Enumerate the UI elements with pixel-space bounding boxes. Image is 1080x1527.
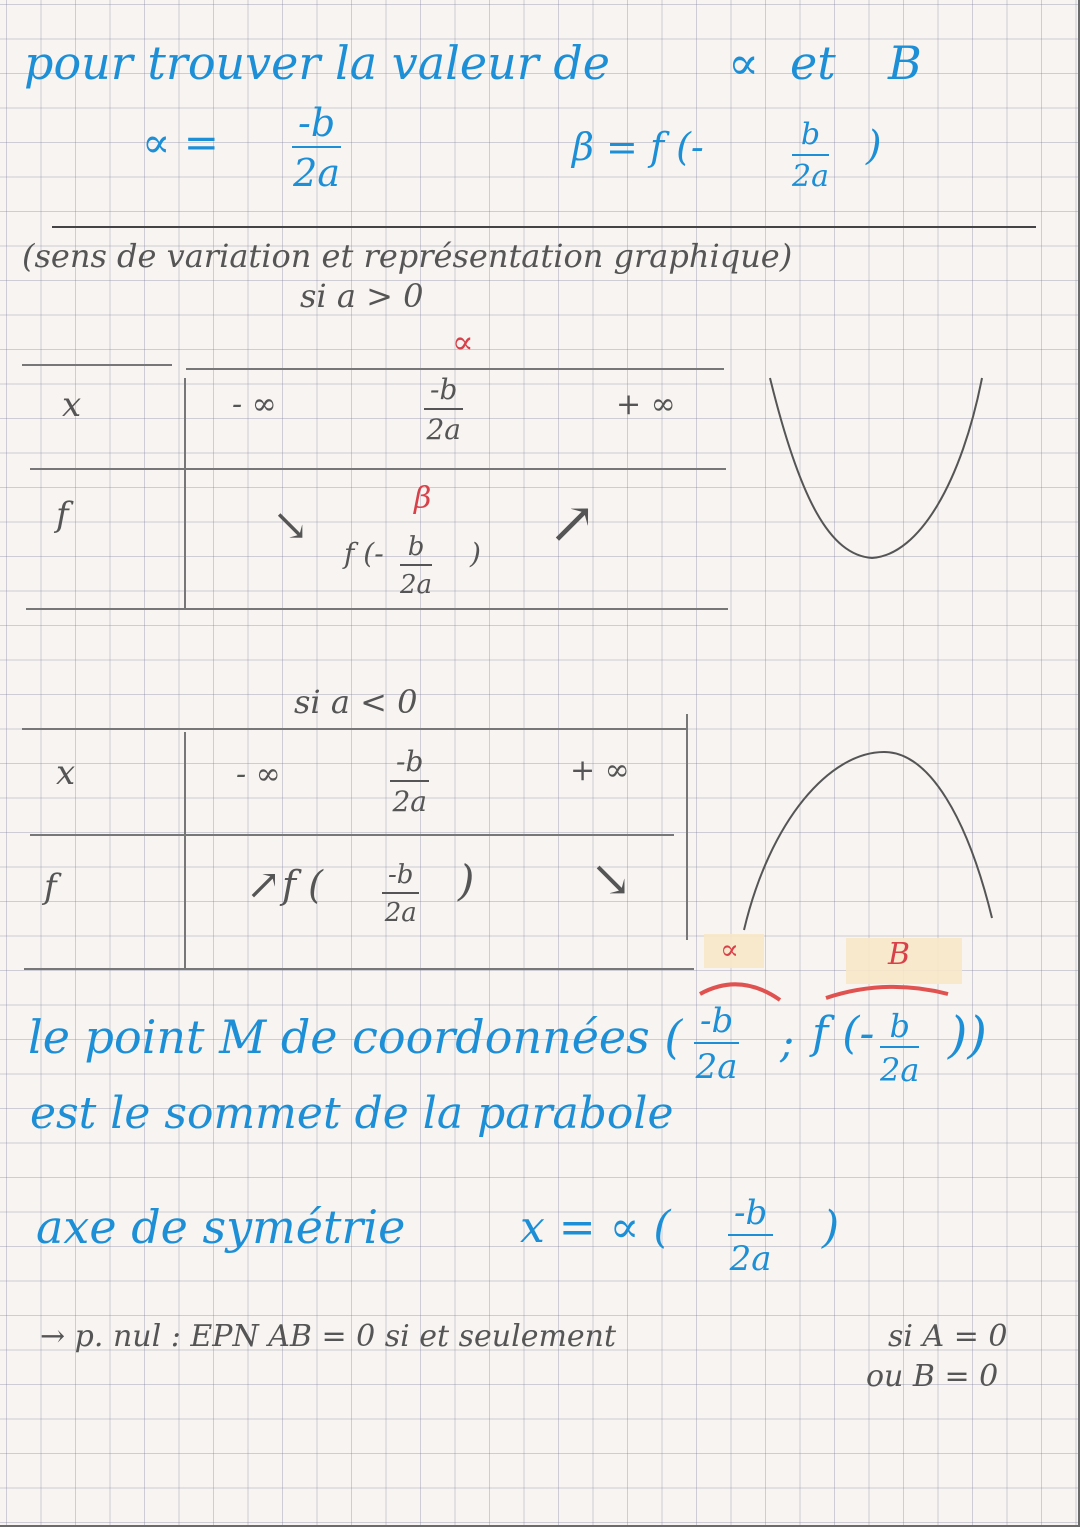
axis-close: ) <box>822 1202 840 1253</box>
table2-value-denominator: 2a <box>384 898 417 928</box>
axis-label: axe de symétrie <box>36 1200 406 1254</box>
beta-formula-close: ) <box>866 123 882 169</box>
alpha-formula-lhs: ∝ = <box>142 118 219 167</box>
table2-value-pre: f ( <box>282 863 323 907</box>
footer-condition-2: ou B = 0 <box>866 1359 999 1394</box>
table2-plus-infinity: + ∞ <box>570 753 630 788</box>
footer-note: → p. nul : EPN AB = 0 si et seulement <box>40 1319 617 1354</box>
table1-value-close: ) <box>470 537 481 570</box>
table1-row-x-label: x <box>62 385 82 425</box>
section-title: (sens de variation et représentation graphique) <box>22 237 793 275</box>
vertex-x-fraction <box>694 1001 739 1087</box>
header-intro: pour trouver la valeur de <box>24 36 611 90</box>
table2-arrow-down: ↘ <box>590 850 632 908</box>
header-and: et <box>790 36 836 90</box>
parabola-down-sketch <box>744 752 992 930</box>
table2-minus-infinity: - ∞ <box>236 757 281 792</box>
axis-denominator: 2a <box>729 1239 772 1279</box>
footer-condition-1: si A = 0 <box>888 1319 1008 1354</box>
table1-value-pre: f (- <box>344 537 384 570</box>
alpha-red-arc <box>700 984 780 1000</box>
table1-row-f-label: f <box>56 495 69 535</box>
alpha-numerator: -b <box>298 101 336 145</box>
axis-equation-pre: x = ∝ ( <box>520 1202 671 1253</box>
header-alpha-symbol: ∝ <box>728 36 760 90</box>
table2-row-f-label: f <box>44 867 57 907</box>
table1-arrow-up: ↗ <box>548 489 597 557</box>
alpha-denominator: 2a <box>293 151 340 195</box>
beta-red-arc <box>826 987 948 998</box>
vertex-y-denominator: 2a <box>880 1051 920 1089</box>
vertex-y-fraction <box>880 1007 920 1089</box>
axis-numerator: -b <box>734 1193 768 1233</box>
beta-numerator: b <box>800 117 821 152</box>
table2-value-close: ) <box>458 856 475 905</box>
table2-value-numerator: -b <box>388 860 414 890</box>
table1-alpha-mark: ∝ <box>452 323 474 361</box>
table2-condition: si a < 0 <box>294 683 418 721</box>
vertex-y-pre: f (- <box>812 1008 875 1059</box>
table1-x-numerator: -b <box>430 373 458 406</box>
vertex-x-numerator: -b <box>700 1001 734 1041</box>
vertex-x-denominator: 2a <box>695 1047 738 1087</box>
table1-value-denominator: 2a <box>400 570 433 600</box>
parabola-up-sketch <box>770 378 982 558</box>
vertex-line2: est le sommet de la parabole <box>30 1088 674 1139</box>
vertex-separator: ; <box>780 1018 795 1067</box>
table1-arrow-down: ↘ <box>272 500 309 551</box>
header-beta-symbol: B <box>888 36 922 90</box>
vertex-y-close: )) <box>948 1006 988 1064</box>
alpha-tag: ∝ <box>720 933 739 966</box>
table1-minus-infinity: - ∞ <box>232 387 277 422</box>
table1-value-numerator: b <box>407 532 425 562</box>
table2-x-denominator: 2a <box>392 785 427 818</box>
vertex-y-numerator: b <box>889 1007 910 1045</box>
table2-x-numerator: -b <box>396 745 424 778</box>
table2-row-x-label: x <box>56 753 76 793</box>
table1-condition: si a > 0 <box>300 277 424 315</box>
beta-tag: B <box>888 937 911 972</box>
beta-denominator: 2a <box>792 159 829 194</box>
table1-beta-mark: β <box>414 481 432 516</box>
beta-formula-lhs: β = f (- <box>572 125 704 169</box>
table1-x-denominator: 2a <box>426 413 461 446</box>
table1-plus-infinity: + ∞ <box>616 387 676 422</box>
table2-arrow-up: ↗ <box>246 860 282 909</box>
vertex-line1: le point M de coordonnées ( <box>28 1010 683 1064</box>
axis-fraction <box>728 1193 773 1279</box>
